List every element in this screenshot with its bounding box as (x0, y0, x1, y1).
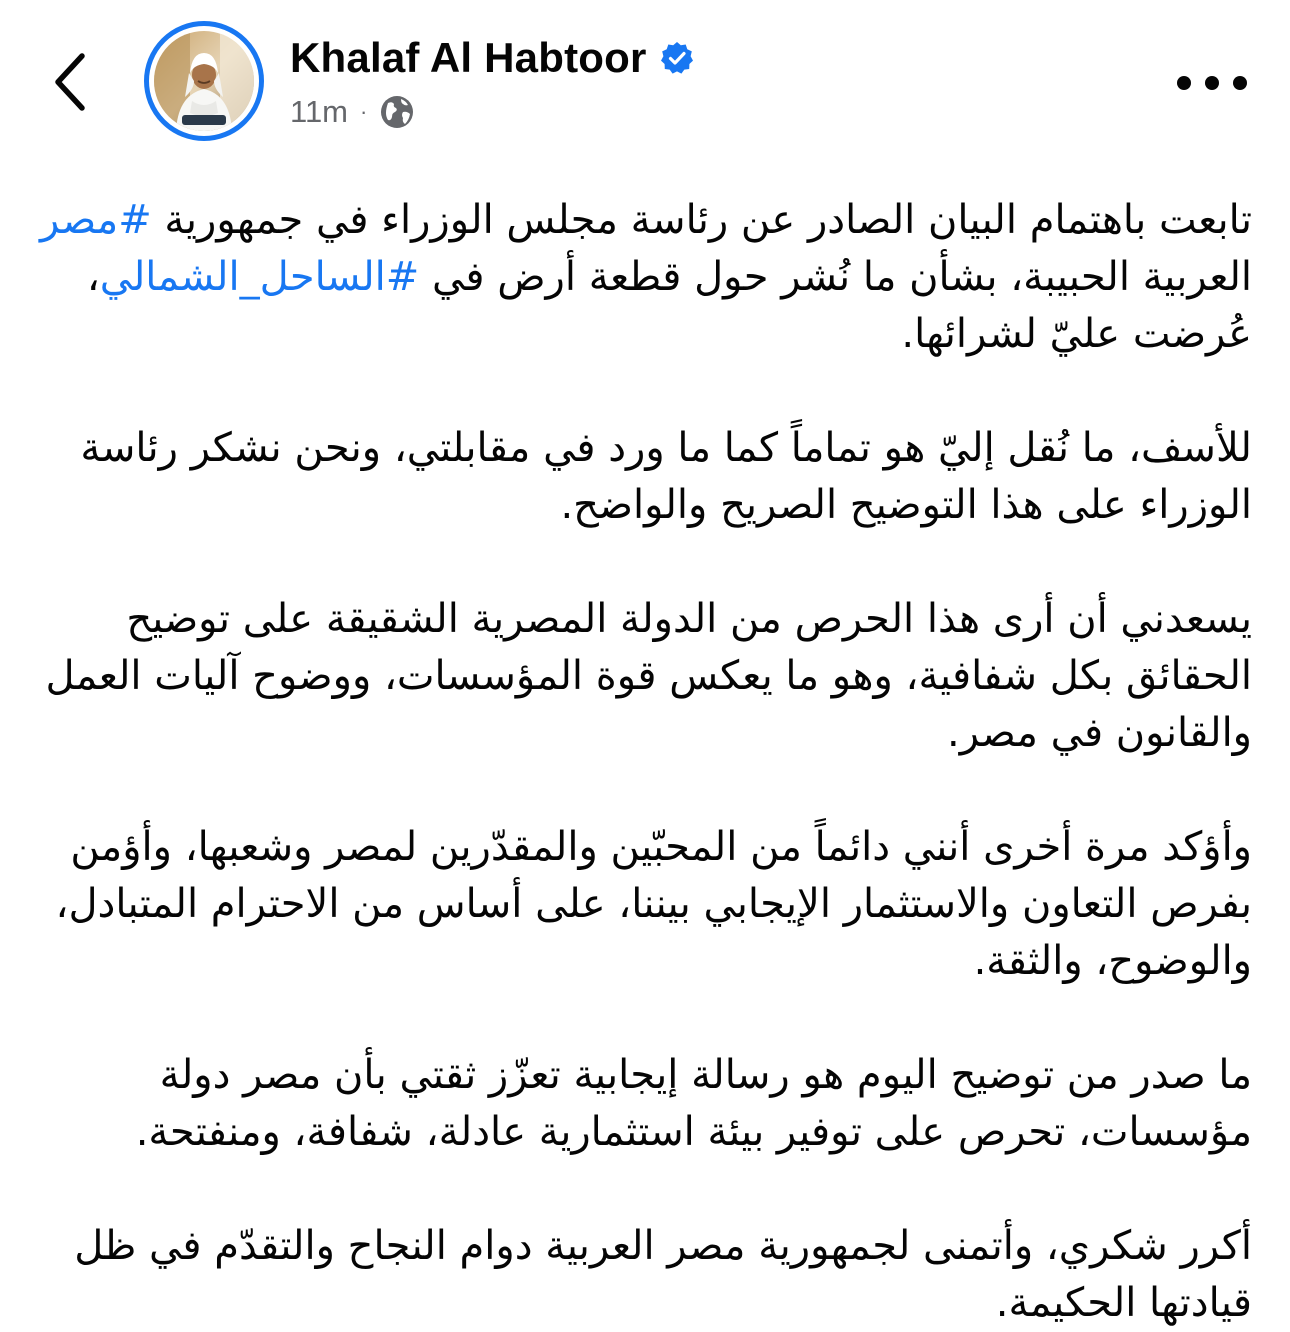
post-meta (290, 90, 415, 134)
post-timestamp[interactable]: 11m (290, 94, 349, 129)
hashtag-link-north-coast[interactable]: #الساحل_الشمالي (99, 254, 420, 300)
post-paragraph-1 (30, 192, 1252, 363)
author-name[interactable]: Khalaf Al Habtoor (290, 34, 647, 81)
more-horizontal-icon (1174, 73, 1250, 93)
meta-separator: · (360, 99, 368, 124)
post-text-segment: ، عُرضت عليّ لشرائها. (86, 254, 1252, 357)
more-options-button[interactable] (1174, 58, 1250, 108)
chevron-left-icon (50, 50, 90, 114)
avatar[interactable] (144, 21, 264, 141)
verified-badge-icon (659, 40, 695, 76)
post-paragraph-6: أكرر شكري، وأتمنى لجمهورية مصر العربية دوام النجاح والتقدّم في ظل قيادتها الحكيمة. (74, 1223, 1252, 1326)
post-paragraph-2: للأسف، ما نُقل إليّ هو تماماً كما ما ورد في مقابلتي، ونحن نشكر رئاسة الوزراء على هذا التوضيح الصريح والواضح. (80, 425, 1252, 528)
post-paragraph-3: يسعدني أن أرى هذا الحرص من الدولة المصرية الشقيقة على توضيح الحقائق بكل شفافية، وهو ما يعكس قوة المؤسسات، ووضوح آليات العمل والقانون في مصر. (45, 596, 1252, 756)
back-button[interactable] (40, 42, 100, 122)
globe-icon (379, 94, 415, 130)
hashtag-link-egypt[interactable]: #مصر (40, 197, 152, 243)
profile-photo (154, 31, 254, 131)
post-text (30, 192, 1252, 1332)
post-header (0, 0, 1290, 150)
author-row (290, 28, 695, 88)
post-paragraph-4: وأؤكد مرة أخرى أنني دائماً من المحبّين والمقدّرين لمصر وشعبها، وأؤمن بفرص التعاون والاستثمار الإيجابي بيننا، على أساس من الاحترام المتبادل، والوضوح، والثقة. (55, 824, 1252, 984)
post-text-segment: تابعت باهتمام البيان الصادر عن رئاسة مجلس الوزراء في جمهورية (151, 197, 1252, 243)
post-paragraph-5: ما صدر من توضيح اليوم هو رسالة إيجابية تعزّز ثقتي بأن مصر دولة مؤسسات، تحرص على توفير بيئة استثمارية عادلة، شفافة، ومنفتحة. (135, 1052, 1252, 1155)
post-text-segment: العربية الحبيبة، بشأن ما نُشر حول قطعة أرض في (419, 254, 1252, 300)
